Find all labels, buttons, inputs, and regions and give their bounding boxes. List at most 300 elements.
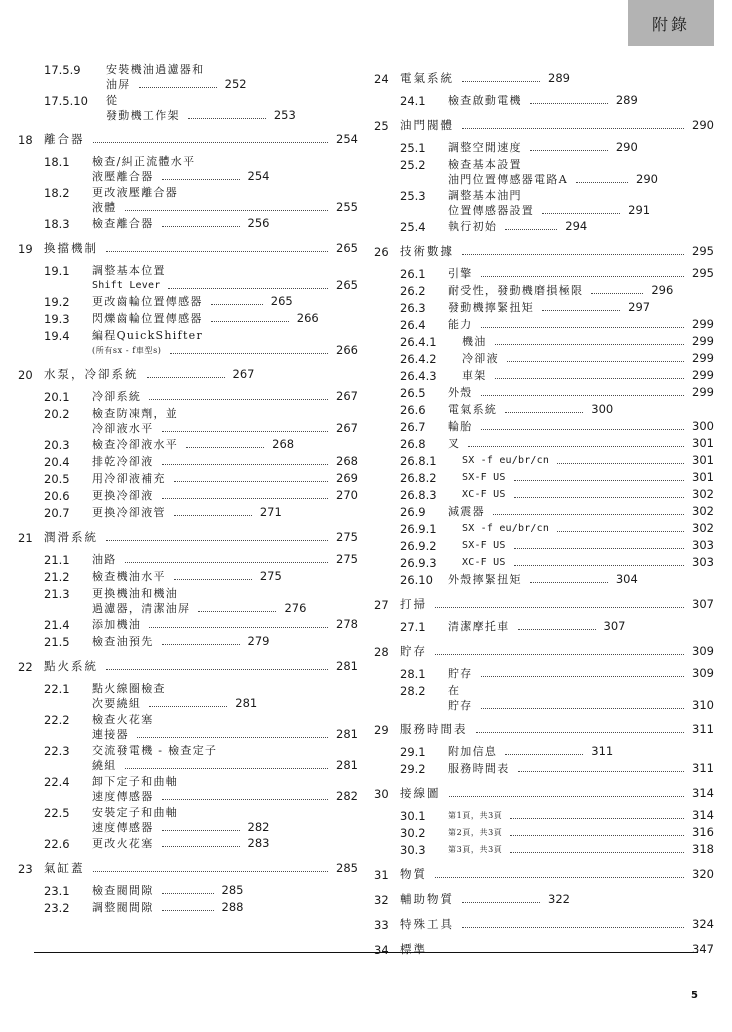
toc-entry-page: 281 [336, 659, 358, 673]
toc-entry[interactable] [374, 71, 714, 87]
toc-entry-title: 第2頁，共3頁 [448, 828, 503, 837]
toc-entry-page: 276 [284, 601, 307, 615]
toc-leader-dots [576, 182, 628, 183]
toc-leader-dots [481, 429, 684, 430]
toc-entry-number: 26.8.3 [400, 488, 437, 502]
toc-entry-title: 清潔摩托車 [448, 620, 510, 633]
toc-entry[interactable] [374, 157, 714, 187]
toc-entry-body [462, 487, 714, 502]
toc-entry[interactable] [374, 470, 714, 486]
toc-entry[interactable] [374, 283, 714, 299]
toc-entry[interactable] [374, 317, 714, 333]
toc-entry[interactable] [374, 436, 714, 452]
toc-leader-dots [468, 446, 684, 447]
toc-leader-dots [106, 669, 328, 670]
toc-entry-number: 26 [374, 245, 389, 259]
toc-entry[interactable] [374, 487, 714, 503]
toc-entry-title-line1: 交流發電機 - 檢查定子 [92, 744, 218, 757]
toc-entry[interactable] [18, 437, 358, 453]
toc-entry-title-line1: 調整基本油門 [448, 189, 522, 202]
toc-entry-number: 20.4 [44, 455, 70, 469]
toc-entry-body [448, 157, 714, 187]
toc-entry-number: 18 [18, 133, 33, 147]
toc-entry[interactable] [18, 62, 358, 92]
toc-entry-title: 技術數據 [400, 244, 454, 258]
toc-entry-page: 288 [221, 900, 244, 914]
toc-entry-number: 25.3 [400, 189, 426, 203]
toc-entry-title-line2: 發動機工作架 [106, 109, 180, 122]
toc-entry-title-line1: 檢查基本設置 [448, 158, 522, 171]
toc-entry[interactable] [374, 825, 714, 841]
toc-entry[interactable] [374, 385, 714, 401]
toc-entry-number: 29.2 [400, 762, 426, 776]
toc-entry-title: 電氣系統 [448, 403, 498, 416]
toc-entry-body [44, 659, 358, 674]
toc-entry[interactable] [374, 188, 714, 218]
toc-entry-body [92, 263, 358, 293]
toc-leader-dots [137, 737, 328, 738]
toc-entry-number: 26.9.1 [400, 522, 437, 536]
toc-entry-title: 更換冷卻液 [92, 489, 154, 502]
toc-entry[interactable] [18, 311, 358, 327]
toc-entry-title: 冷卻系統 [92, 390, 142, 403]
toc-entry-body [448, 808, 714, 823]
toc-entry-body [92, 712, 358, 742]
toc-entry[interactable] [374, 402, 714, 418]
toc-entry-number: 21.5 [44, 635, 70, 649]
toc-entry-body [92, 154, 358, 184]
toc-entry-number: 27.1 [400, 620, 426, 634]
toc-entry-title: 調整空閒速度 [448, 141, 522, 154]
toc-entry-page: 299 [692, 317, 714, 331]
toc-entry[interactable] [18, 454, 358, 470]
toc-entry[interactable] [374, 808, 714, 824]
toc-entry-page: 283 [247, 836, 270, 850]
appendix-tab [628, 0, 714, 46]
toc-entry-page: 307 [603, 619, 626, 633]
toc-entry-number: 17.5.9 [44, 63, 81, 77]
toc-entry-number: 18.1 [44, 155, 70, 169]
toc-entry-title-line1: 調整基本位置 [92, 264, 166, 277]
toc-entry-title: 第3頁，共3頁 [448, 845, 503, 854]
toc-entry-title-line1: 安裝機油過濾器和 [106, 63, 205, 76]
page-header [0, 0, 732, 46]
toc-entry-title-line1: 安裝定子和曲軸 [92, 806, 179, 819]
toc-entry-page: 254 [247, 169, 270, 183]
toc-entry-page: 302 [692, 521, 714, 535]
toc-entry-number: 30.2 [400, 826, 426, 840]
toc-entry[interactable] [374, 572, 714, 588]
toc-entry-title-line1: 檢查火花塞 [92, 713, 154, 726]
toc-entry[interactable] [18, 216, 358, 232]
toc-leader-dots [188, 118, 266, 119]
toc-entry[interactable] [18, 900, 358, 916]
toc-entry[interactable] [374, 219, 714, 235]
toc-entry-title: 離合器 [44, 132, 85, 146]
toc-entry-body [462, 351, 714, 366]
toc-entry[interactable] [18, 530, 358, 546]
toc-entry-title: SX -f eu/br/cn [462, 523, 550, 534]
toc-entry-page: 267 [336, 389, 358, 403]
toc-entry[interactable] [18, 154, 358, 184]
toc-entry-page: 347 [692, 942, 714, 956]
toc-entry-title: 排乾冷卻液 [92, 455, 154, 468]
toc-leader-dots [162, 893, 214, 894]
toc-entry[interactable] [18, 488, 358, 504]
toc-entry-page: 300 [591, 402, 614, 416]
toc-entry-title: 輔助物質 [400, 892, 454, 906]
toc-leader-dots [170, 353, 328, 354]
toc-entry-page: 275 [259, 569, 282, 583]
toc-entry-number: 25 [374, 119, 389, 133]
toc-entry[interactable] [374, 538, 714, 554]
toc-leader-dots [514, 480, 684, 481]
toc-entry-page: 265 [336, 241, 358, 255]
toc-entry-page: 265 [336, 278, 358, 292]
toc-entry-body [448, 140, 714, 155]
toc-entry-page: 311 [692, 722, 714, 736]
toc-entry-number: 20.7 [44, 506, 70, 520]
toc-entry-title: 物質 [400, 867, 427, 881]
toc-entry-page: 281 [336, 727, 358, 741]
toc-entry[interactable] [18, 263, 358, 293]
toc-leader-dots [510, 852, 684, 853]
toc-entry[interactable] [18, 681, 358, 711]
toc-entry-body [92, 216, 358, 231]
toc-leader-dots [557, 531, 684, 532]
toc-leader-dots [162, 799, 329, 800]
toc-entry-page: 252 [224, 77, 247, 91]
toc-entry[interactable] [374, 140, 714, 156]
toc-leader-dots [510, 818, 684, 819]
toc-entry[interactable] [374, 597, 714, 613]
toc-entry[interactable] [374, 266, 714, 282]
toc-entry-number: 30.3 [400, 843, 426, 857]
toc-entry-body [448, 683, 714, 713]
toc-entry-body [92, 437, 358, 452]
toc-entry-number: 34 [374, 943, 389, 957]
toc-entry-body [448, 283, 714, 298]
toc-entry[interactable] [374, 892, 714, 908]
toc-entry[interactable] [18, 774, 358, 804]
toc-entry-title-line1: 點火線圈檢查 [92, 682, 166, 695]
toc-entry[interactable] [374, 761, 714, 777]
toc-entry-title-line2: 連接器 [92, 728, 129, 741]
toc-leader-dots [162, 498, 329, 499]
toc-entry-title: 閃爍齒輪位置傳感器 [92, 312, 203, 325]
toc-entry[interactable] [374, 334, 714, 350]
toc-entry-number: 26.1 [400, 267, 426, 281]
toc-entry-page: 281 [235, 696, 258, 710]
toc-entry[interactable] [18, 132, 358, 148]
toc-entry-body [400, 118, 714, 133]
toc-leader-dots [505, 229, 557, 230]
toc-entry-title-line2: 冷卻液水平 [92, 422, 154, 435]
toc-leader-dots [557, 463, 684, 464]
toc-entry[interactable] [374, 644, 714, 660]
toc-columns [0, 62, 732, 964]
toc-entry-body [400, 786, 714, 801]
toc-entry-title-line2: 液壓離合器 [92, 170, 154, 183]
toc-entry-number: 20.2 [44, 407, 70, 421]
toc-entry-body [106, 93, 358, 123]
toc-entry-title: 氣缸蓋 [44, 861, 85, 875]
toc-leader-dots [435, 607, 684, 608]
toc-entry-page: 303 [692, 555, 714, 569]
toc-entry-body [462, 521, 714, 536]
toc-entry[interactable] [374, 118, 714, 134]
toc-entry-page: 302 [692, 487, 714, 501]
toc-leader-dots [462, 254, 684, 255]
toc-entry[interactable] [18, 805, 358, 835]
toc-entry[interactable] [18, 505, 358, 521]
toc-entry[interactable] [374, 453, 714, 469]
toc-entry[interactable] [18, 861, 358, 877]
toc-leader-dots [125, 562, 328, 563]
toc-entry-page: 307 [692, 597, 714, 611]
toc-entry-number: 22.4 [44, 775, 70, 789]
toc-entry[interactable] [18, 294, 358, 310]
toc-entry-number: 28 [374, 645, 389, 659]
toc-entry[interactable] [18, 634, 358, 650]
toc-entry[interactable] [374, 942, 714, 958]
toc-entry-number: 26.4.2 [400, 352, 437, 366]
toc-entry[interactable] [374, 619, 714, 635]
toc-entry-page: 318 [692, 842, 714, 856]
toc-entry-title-line1: 檢查防凍劑，並 [92, 407, 179, 420]
toc-entry-title: 貯存 [448, 667, 473, 680]
toc-entry-number: 27 [374, 598, 389, 612]
toc-entry-body [92, 471, 358, 486]
toc-entry-title: 耐受性，發動機磨損極限 [448, 284, 584, 297]
toc-entry-page: 291 [628, 203, 651, 217]
toc-entry[interactable] [374, 368, 714, 384]
toc-entry-number: 21.3 [44, 587, 70, 601]
toc-entry-page: 322 [548, 892, 570, 906]
toc-entry-title: 貯存 [400, 644, 427, 658]
toc-leader-dots [449, 796, 685, 797]
toc-entry-page: 271 [259, 505, 282, 519]
toc-entry[interactable] [18, 471, 358, 487]
toc-entry[interactable] [374, 683, 714, 713]
toc-entry-page: 309 [692, 666, 714, 680]
toc-entry-number: 21.2 [44, 570, 70, 584]
toc-entry-title-line2: 繞組 [92, 759, 117, 772]
toc-entry-title: 檢查離合器 [92, 217, 154, 230]
toc-entry[interactable] [374, 867, 714, 883]
toc-entry[interactable] [18, 712, 358, 742]
toc-entry-page: 302 [692, 504, 714, 518]
toc-entry-page: 314 [692, 786, 714, 800]
toc-leader-dots [481, 708, 684, 709]
toc-entry-number: 26.7 [400, 420, 426, 434]
toc-entry-body [448, 317, 714, 332]
toc-entry-page: 299 [692, 385, 714, 399]
toc-entry-body [92, 389, 358, 404]
toc-entry-page: 304 [615, 572, 638, 586]
toc-entry-number: 20.5 [44, 472, 70, 486]
toc-leader-dots [149, 706, 227, 707]
toc-entry-title: 第1頁，共3頁 [448, 811, 503, 820]
toc-leader-dots [507, 361, 684, 362]
toc-entry-number: 24.1 [400, 94, 426, 108]
toc-entry[interactable] [18, 389, 358, 405]
toc-entry-number: 20.6 [44, 489, 70, 503]
toc-entry-number: 26.6 [400, 403, 426, 417]
toc-entry[interactable] [18, 617, 358, 633]
toc-entry-body [462, 538, 714, 553]
toc-entry-body [400, 917, 714, 932]
toc-leader-dots [162, 846, 240, 847]
toc-entry-body [448, 188, 714, 218]
toc-entry-number: 26.9.2 [400, 539, 437, 553]
toc-entry[interactable] [18, 367, 358, 383]
toc-entry-page: 299 [692, 351, 714, 365]
toc-entry[interactable] [374, 555, 714, 571]
toc-leader-dots [476, 732, 685, 733]
toc-entry-page: 281 [336, 758, 358, 772]
toc-entry-body [448, 219, 714, 234]
toc-entry[interactable] [374, 351, 714, 367]
toc-entry-title: 更改火花塞 [92, 837, 154, 850]
toc-leader-dots [435, 877, 684, 878]
toc-leader-dots [518, 629, 596, 630]
toc-entry[interactable] [374, 419, 714, 435]
toc-entry[interactable] [18, 93, 358, 123]
toc-entry[interactable] [18, 569, 358, 585]
toc-entry-number: 22.2 [44, 713, 70, 727]
toc-entry-title: 特殊工具 [400, 917, 454, 931]
toc-entry-body [92, 805, 358, 835]
toc-entry-title: 打掃 [400, 597, 427, 611]
toc-entry-body [44, 861, 358, 876]
toc-entry-page: 290 [692, 118, 714, 132]
toc-entry[interactable] [18, 743, 358, 773]
toc-entry[interactable] [374, 244, 714, 260]
toc-entry-body [92, 836, 358, 851]
toc-entry-number: 26.9.3 [400, 556, 437, 570]
toc-entry-title-line2: 油屏 [106, 78, 131, 91]
toc-entry-body [462, 555, 714, 570]
toc-leader-dots [481, 276, 684, 277]
toc-entry[interactable] [18, 659, 358, 675]
toc-entry-title: SX-F US [462, 472, 506, 483]
toc-entry-number: 33 [374, 918, 389, 932]
toc-entry-page: 268 [272, 437, 295, 451]
toc-entry-title: 添加機油 [92, 618, 142, 631]
toc-entry-page: 275 [336, 552, 358, 566]
toc-leader-dots [505, 754, 583, 755]
toc-entry-number: 26.2 [400, 284, 426, 298]
toc-entry-body [400, 942, 714, 957]
toc-entry-page: 268 [336, 454, 358, 468]
toc-entry-body [448, 842, 714, 857]
toc-entry[interactable] [374, 666, 714, 682]
toc-entry-number: 25.4 [400, 220, 426, 234]
toc-entry-title-line2: 油門位置傳感器電路A [448, 173, 568, 186]
toc-entry-title: 發動機擰緊扭矩 [448, 301, 535, 314]
toc-page [0, 62, 732, 964]
toc-entry-body [92, 505, 358, 520]
toc-entry-body [448, 504, 714, 519]
toc-entry-body [448, 419, 714, 434]
toc-entry-page: 278 [336, 617, 358, 631]
toc-entry-title-line2: 液體 [92, 201, 117, 214]
toc-entry-title: 檢查冷卻液水平 [92, 438, 179, 451]
toc-entry-title-line1: 檢查/糾正流體水平 [92, 155, 196, 168]
toc-entry[interactable] [18, 883, 358, 899]
toc-leader-dots [530, 150, 608, 151]
toc-entry-body [92, 185, 358, 215]
toc-entry-title: 油門閥體 [400, 118, 454, 132]
toc-entry[interactable] [18, 185, 358, 215]
toc-entry-title-line1: 在 [448, 684, 461, 697]
toc-entry-page: 289 [548, 71, 570, 85]
toc-entry[interactable] [374, 842, 714, 858]
toc-entry-number: 28.2 [400, 684, 426, 698]
toc-entry-title: 接線圖 [400, 786, 441, 800]
toc-entry-number: 19.1 [44, 264, 70, 278]
toc-entry[interactable] [18, 836, 358, 852]
toc-entry-number: 22.6 [44, 837, 70, 851]
toc-entry-page: 310 [692, 698, 714, 712]
toc-entry-page: 256 [247, 216, 270, 230]
toc-leader-dots [198, 611, 276, 612]
toc-entry-page: 301 [692, 470, 714, 484]
toc-entry[interactable] [18, 552, 358, 568]
toc-entry-number: 19.3 [44, 312, 70, 326]
toc-entry-page: 301 [692, 453, 714, 467]
toc-entry-page: 266 [296, 311, 319, 325]
toc-entry-number: 25.1 [400, 141, 426, 155]
toc-entry-body [92, 552, 358, 567]
toc-entry-page: 294 [565, 219, 588, 233]
toc-entry-title: 引擎 [448, 267, 473, 280]
toc-leader-dots [125, 210, 328, 211]
toc-entry-page: 316 [692, 825, 714, 839]
toc-entry[interactable] [374, 521, 714, 537]
toc-entry-number: 19.2 [44, 295, 70, 309]
toc-entry[interactable] [18, 328, 358, 358]
toc-entry[interactable] [374, 786, 714, 802]
toc-entry-page: 254 [336, 132, 358, 146]
toc-entry-page: 289 [615, 93, 638, 107]
toc-entry-page: 279 [247, 634, 270, 648]
toc-entry[interactable] [374, 744, 714, 760]
toc-entry-page: 297 [628, 300, 651, 314]
toc-entry-body [92, 617, 358, 632]
toc-entry[interactable] [374, 504, 714, 520]
toc-entry[interactable] [18, 406, 358, 436]
toc-entry-body [448, 619, 714, 634]
toc-entry-title: 服務時間表 [448, 762, 510, 775]
toc-entry[interactable] [374, 917, 714, 933]
toc-entry[interactable] [374, 722, 714, 738]
toc-entry[interactable] [374, 300, 714, 316]
toc-entry-page: 285 [221, 883, 244, 897]
toc-entry[interactable] [18, 241, 358, 257]
toc-entry-body [92, 488, 358, 503]
toc-entry-title: 檢查油預先 [92, 635, 154, 648]
toc-leader-dots [481, 327, 684, 328]
toc-entry[interactable] [374, 93, 714, 109]
toc-entry-body [92, 900, 358, 915]
toc-entry[interactable] [18, 586, 358, 616]
toc-entry-body [44, 367, 358, 382]
toc-entry-number: 28.1 [400, 667, 426, 681]
toc-entry-title-line1: 卸下定子和曲軸 [92, 775, 179, 788]
toc-entry-title-line1: 編程QuickShifter [92, 329, 204, 342]
